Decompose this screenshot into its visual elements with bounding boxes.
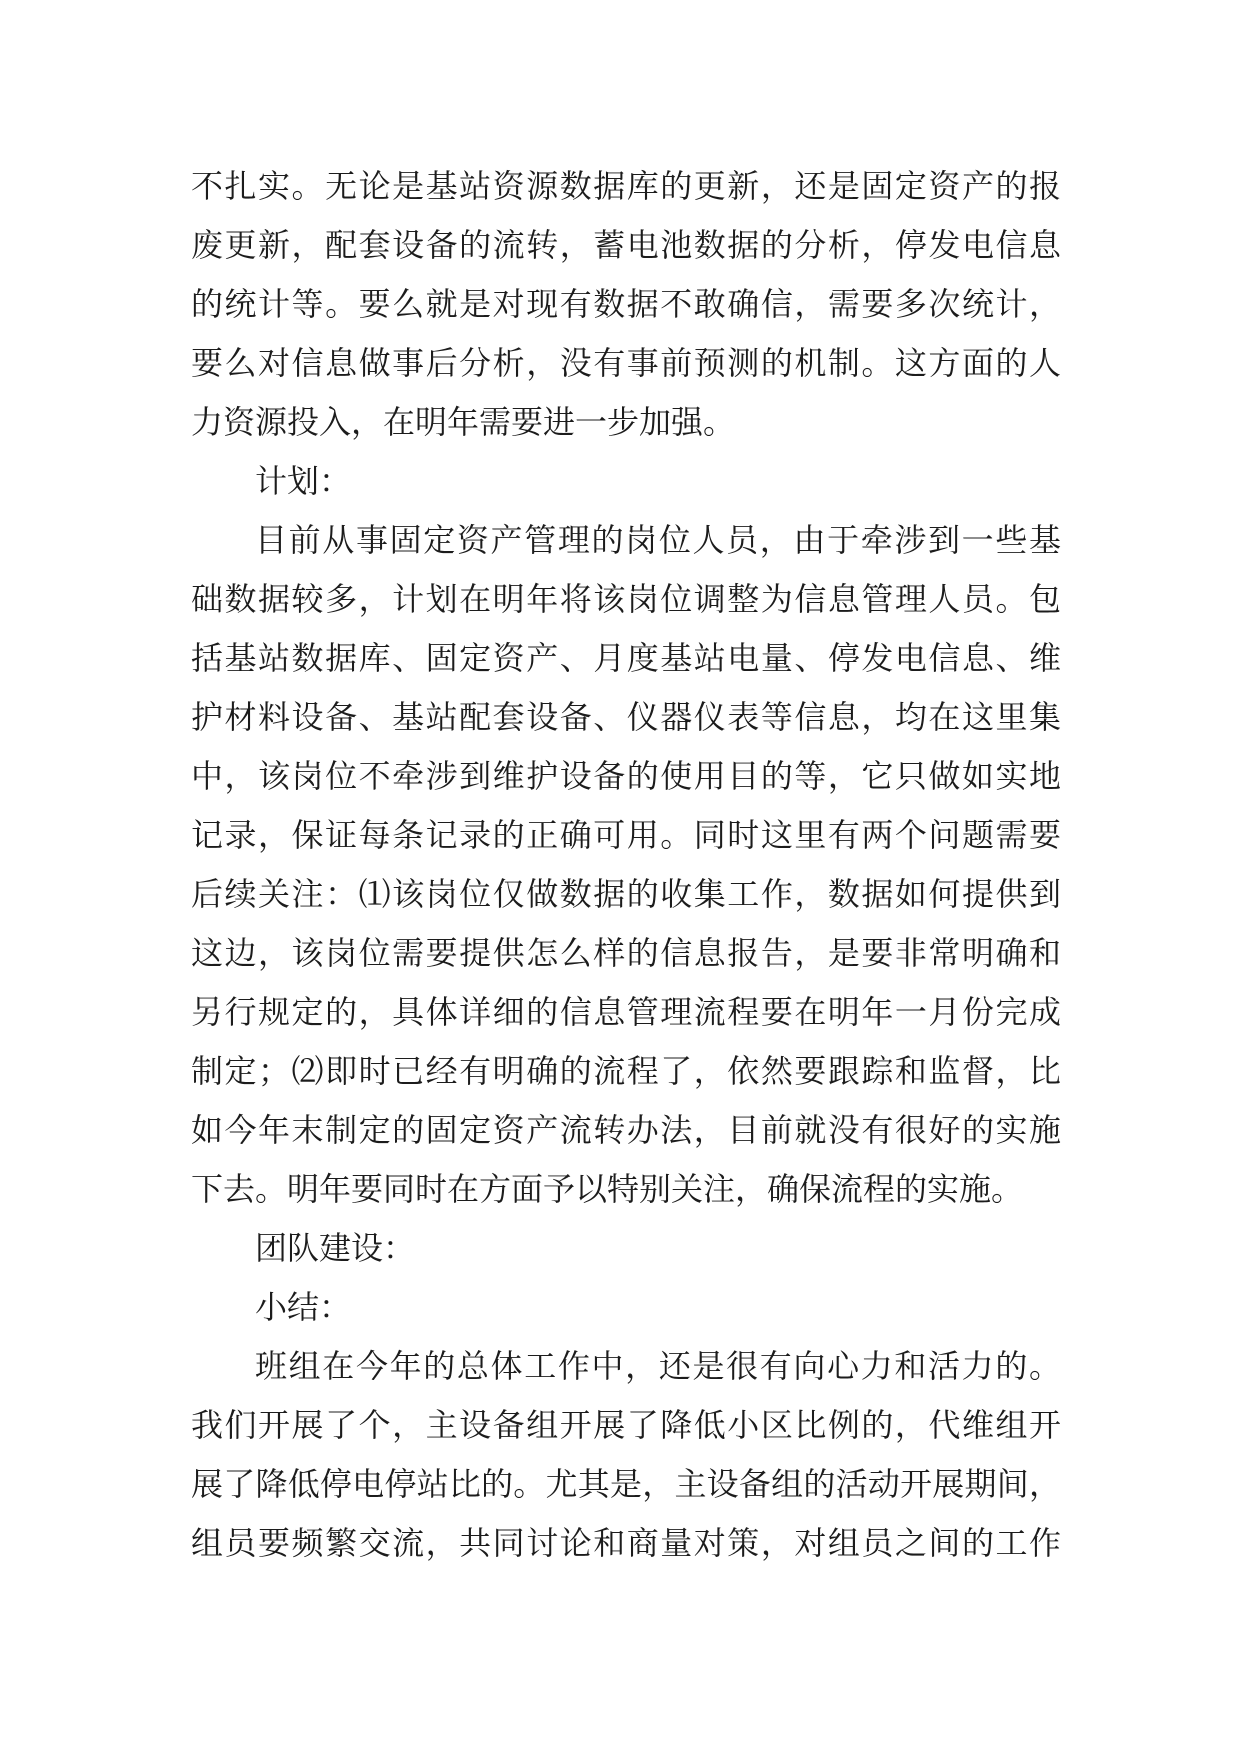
section-heading-summary: 小结： — [255, 1288, 352, 1326]
text-line: 制定；⑵即时已经有明确的流程了，依然要跟踪和监督，比 — [191, 1052, 1061, 1090]
text-line: 我们开展了个，主设备组开展了降低小区比例的，代维组开 — [191, 1406, 1061, 1444]
text-line: 护材料设备、基站配套设备、仪器仪表等信息，均在这里集 — [191, 698, 1061, 736]
text-line: 另行规定的，具体详细的信息管理流程要在明年一月份完成 — [191, 993, 1061, 1031]
text-line: 不扎实。无论是基站资源数据库的更新，还是固定资产的报 — [191, 167, 1061, 205]
text-line: 括基站数据库、固定资产、月度基站电量、停发电信息、维 — [191, 639, 1061, 677]
text-line: 要么对信息做事后分析，没有事前预测的机制。这方面的人 — [191, 344, 1061, 382]
section-heading-team-building: 团队建设： — [255, 1229, 416, 1267]
section-heading-plan: 计划： — [255, 462, 352, 500]
text-line: 力资源投入，在明年需要进一步加强。 — [191, 403, 736, 441]
text-line: 下去。明年要同时在方面予以特别关注，确保流程的实施。 — [191, 1170, 1024, 1208]
text-line: 后续关注：⑴该岗位仅做数据的收集工作，数据如何提供到 — [191, 875, 1061, 913]
text-line: 如今年末制定的固定资产流转办法，目前就没有很好的实施 — [191, 1111, 1061, 1149]
text-line: 班组在今年的总体工作中，还是很有向心力和活力的。 — [255, 1347, 1061, 1385]
text-line: 中，该岗位不牵涉到维护设备的使用目的等，它只做如实地 — [191, 757, 1061, 795]
text-line: 记录，保证每条记录的正确可用。同时这里有两个问题需要 — [191, 816, 1061, 854]
text-line: 组员要频繁交流，共同讨论和商量对策，对组员之间的工作 — [191, 1524, 1061, 1562]
text-line: 的统计等。要么就是对现有数据不敢确信，需要多次统计， — [191, 285, 1061, 323]
text-line: 展了降低停电停站比的。尤其是，主设备组的活动开展期间， — [191, 1465, 1061, 1503]
text-line: 础数据较多，计划在明年将该岗位调整为信息管理人员。包 — [191, 580, 1061, 618]
document-body — [191, 157, 1061, 1573]
text-line: 这边，该岗位需要提供怎么样的信息报告，是要非常明确和 — [191, 934, 1061, 972]
text-line: 废更新，配套设备的流转，蓄电池数据的分析，停发电信息 — [191, 226, 1061, 264]
text-line: 目前从事固定资产管理的岗位人员，由于牵涉到一些基 — [255, 521, 1061, 559]
